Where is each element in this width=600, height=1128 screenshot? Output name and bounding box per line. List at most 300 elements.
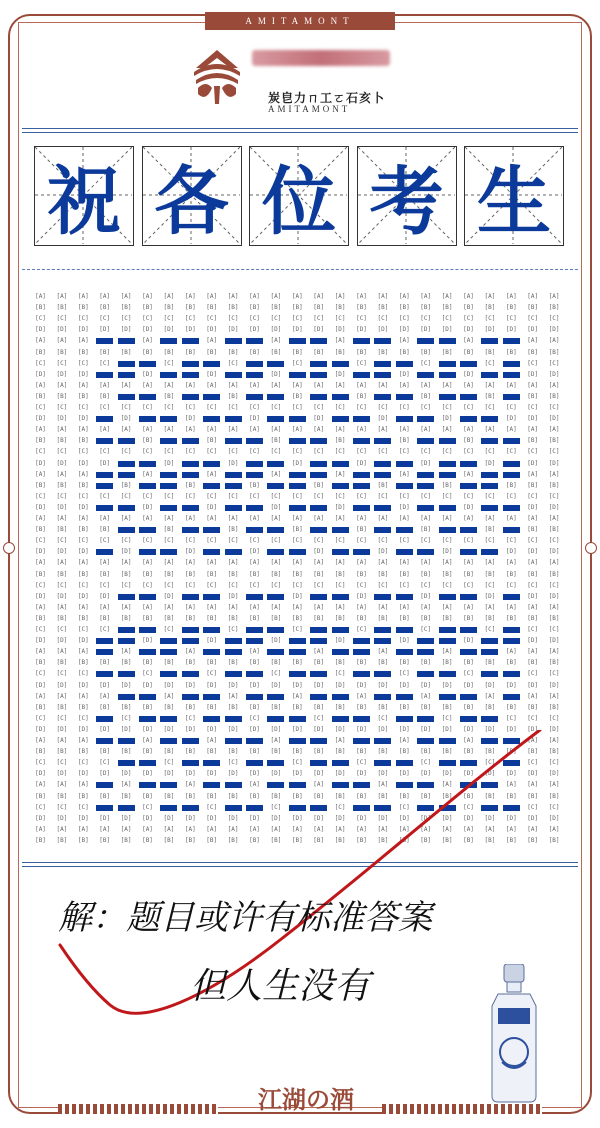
answer-bubble: [A] [313, 293, 325, 300]
answer-bubble: [A] [527, 781, 539, 789]
answer-bubble: [B] [291, 392, 303, 400]
answer-bubble: [C] [249, 537, 260, 545]
answer-bubble: [B] [35, 703, 46, 711]
answer-bubble: [A] [227, 559, 239, 567]
answer-bubble: [C] [398, 670, 410, 678]
answer-bubble: [B] [249, 792, 260, 800]
answer-bubble [118, 472, 135, 478]
answer-bubble [139, 627, 156, 633]
answer-bubble: [C] [484, 492, 496, 500]
answer-bubble: [A] [142, 603, 153, 611]
answer-bubble: [A] [56, 648, 68, 656]
answer-bubble [225, 671, 242, 677]
answer-bubble: [D] [206, 637, 218, 645]
answer-bubble [396, 361, 413, 367]
answer-bubble: [D] [77, 370, 89, 378]
answer-bubble: [C] [120, 537, 132, 545]
answer-bubble: [B] [484, 614, 496, 622]
answer-bubble: [B] [356, 304, 367, 312]
answer-bubble: [C] [398, 315, 410, 323]
answer-bubble: [C] [356, 404, 367, 411]
answer-bubble: [B] [120, 348, 132, 356]
answer-bubble [417, 549, 434, 555]
answer-bubble: [D] [291, 770, 303, 778]
answer-bubble: [C] [527, 359, 539, 367]
answer-bubble: [D] [120, 725, 132, 733]
answer-bubble: [C] [120, 714, 132, 722]
answer-bubble: [B] [227, 748, 239, 756]
answer-bubble: [D] [56, 503, 68, 511]
answer-bubble: [C] [227, 759, 239, 767]
answer-bubble [225, 338, 242, 344]
answer-bubble: [D] [484, 770, 496, 778]
answer-bubble [310, 394, 327, 400]
answer-bubble: [A] [420, 426, 432, 434]
answer-bubble: [B] [120, 304, 132, 312]
answer-bubble [503, 361, 520, 367]
answer-bubble: [C] [548, 626, 560, 633]
answer-bubble: [A] [527, 381, 539, 389]
answer-bubble: [B] [463, 748, 474, 756]
answer-bubble [396, 694, 413, 700]
answer-bubble: [D] [270, 503, 282, 511]
answer-bubble: [C] [291, 492, 303, 500]
answer-bubble: [A] [120, 559, 132, 567]
answer-bubble: [A] [548, 515, 560, 522]
answer-bubble [139, 549, 156, 555]
answer-bubble: [B] [35, 304, 46, 312]
answer-bubble: [C] [99, 448, 111, 456]
answer-bubble: [A] [99, 692, 111, 700]
answer-bubble: [D] [420, 814, 432, 822]
answer-bubble [246, 671, 263, 677]
answer-bubble: [B] [56, 748, 68, 756]
answer-bubble: [A] [77, 737, 89, 744]
answer-bubble: [C] [291, 759, 303, 767]
answer-bubble: [B] [420, 836, 432, 844]
answer-bubble: [A] [484, 515, 496, 522]
answer-bubble: [D] [505, 725, 517, 733]
answer-bubble: [A] [420, 559, 432, 567]
answer-bubble [460, 649, 477, 655]
answer-bubble: [C] [206, 670, 218, 678]
answer-bubble: [B] [227, 570, 239, 578]
answer-bubble [160, 671, 177, 677]
answer-bubble: [A] [420, 603, 432, 611]
answer-bubble [139, 361, 156, 367]
answer-bubble: [A] [291, 559, 303, 567]
answer-bubble: [C] [505, 492, 517, 500]
answer-bubble: [C] [77, 315, 89, 323]
answer-bubble [267, 527, 284, 533]
answer-bubble: [C] [99, 315, 111, 323]
answer-bubble [503, 438, 520, 444]
answer-bubble [439, 627, 456, 633]
answer-bubble: [A] [420, 515, 432, 522]
answer-bubble: [A] [163, 692, 175, 700]
answer-bubble: [A] [398, 337, 410, 345]
answer-bubble: [C] [527, 448, 539, 456]
answer-bubble: [B] [377, 481, 389, 489]
answer-bubble: [D] [206, 725, 218, 733]
answer-bubble: [B] [398, 570, 410, 578]
answer-bubble: [D] [56, 415, 68, 423]
answer-bubble [310, 671, 327, 677]
answer-bubble [139, 416, 156, 422]
answer-bubble [503, 627, 520, 633]
answer-bubble: [A] [313, 648, 325, 656]
answer-bubble: [D] [463, 637, 474, 645]
answer-bubble: [D] [56, 459, 68, 467]
answer-bubble: [B] [441, 348, 453, 356]
answer-bubble: [B] [77, 481, 89, 489]
answer-bubble: [C] [334, 404, 346, 411]
answer-bubble: [A] [334, 737, 346, 744]
answer-bubble [503, 671, 520, 677]
answer-bubble: [C] [99, 537, 111, 545]
answer-bubble: [A] [184, 825, 196, 833]
answer-bubble: [D] [270, 681, 282, 689]
answer-bubble: [B] [270, 748, 282, 756]
answer-bubble: [B] [548, 481, 560, 489]
answer-bubble [503, 338, 520, 344]
answer-bubble [374, 527, 391, 533]
answer-bubble: [B] [313, 703, 325, 711]
answer-bubble: [D] [35, 814, 46, 822]
answer-bubble: [B] [184, 570, 196, 578]
answer-bubble: [A] [270, 337, 282, 345]
answer-bubble: [A] [227, 381, 239, 389]
answer-bubble: [C] [35, 803, 46, 811]
answer-bubble: [A] [356, 515, 367, 522]
answer-bubble: [C] [484, 448, 496, 456]
answer-bubble: [B] [142, 792, 153, 800]
answer-bubble [203, 716, 220, 722]
answer-bubble: [D] [548, 681, 560, 689]
answer-bubble: [B] [56, 304, 68, 312]
answer-bubble: [B] [548, 348, 560, 356]
answer-bubble [396, 627, 413, 633]
answer-bubble: [C] [527, 404, 539, 411]
answer-bubble: [A] [249, 781, 260, 789]
answer-bubble: [B] [270, 304, 282, 312]
title-char: 各 [154, 159, 229, 245]
answer-bubble: [A] [334, 426, 346, 434]
answer-bubble: [D] [206, 503, 218, 511]
answer-bubble: [A] [527, 559, 539, 567]
answer-bubble: [A] [35, 825, 46, 833]
answer-bubble [118, 372, 135, 378]
answer-bubble: [C] [227, 581, 239, 589]
answer-bubble: [C] [548, 315, 560, 323]
answer-bubble: [C] [441, 492, 453, 500]
answer-bubble: [D] [398, 681, 410, 689]
answer-bubble [310, 361, 327, 367]
answer-bubble: [D] [142, 637, 153, 645]
answer-bubble [182, 694, 199, 700]
answer-bubble: [A] [548, 825, 560, 833]
answer-bubble: [D] [548, 459, 560, 467]
answer-bubble: [C] [463, 581, 474, 589]
answer-bubble: [D] [548, 814, 560, 822]
answer-bubble: [C] [99, 404, 111, 411]
answer-bubble: [B] [77, 748, 89, 756]
answer-bubble: [B] [505, 836, 517, 844]
answer-bubble [203, 549, 220, 555]
answer-bubble [332, 649, 349, 655]
answer-bubble: [A] [163, 825, 175, 833]
answer-bubble: [A] [142, 293, 153, 300]
answer-bubble [417, 505, 434, 511]
answer-bubble: [C] [35, 404, 46, 411]
answer-bubble [503, 461, 520, 467]
answer-bubble: [C] [163, 404, 175, 411]
answer-bubble [118, 361, 135, 367]
answer-bubble: [A] [527, 337, 539, 345]
answer-bubble: [B] [420, 659, 432, 667]
answer-bubble: [C] [120, 492, 132, 500]
answer-bubble: [C] [484, 759, 496, 767]
answer-bubble: [B] [56, 570, 68, 578]
answer-bubble: [C] [313, 537, 325, 545]
answer-bubble [396, 416, 413, 422]
answer-bubble: [B] [77, 792, 89, 800]
answer-bubble: [A] [356, 825, 367, 833]
answer-bubble: [A] [548, 781, 560, 789]
answer-bubble: [D] [356, 592, 367, 600]
answer-bubble [310, 338, 327, 344]
answer-bubble: [C] [35, 448, 46, 456]
answer-bubble: [A] [441, 559, 453, 567]
answer-bubble: [B] [463, 792, 474, 800]
answer-bubble: [B] [420, 614, 432, 622]
answer-bubble: [B] [120, 570, 132, 578]
answer-bubble: [C] [77, 670, 89, 678]
answer-bubble: [A] [548, 737, 560, 744]
answer-bubble [267, 361, 284, 367]
answer-bubble: [C] [249, 315, 260, 323]
answer-bubble: [C] [420, 492, 432, 500]
answer-bubble: [D] [249, 814, 260, 822]
answer-bubble [332, 361, 349, 367]
answer-bubble: [D] [356, 326, 367, 334]
answer-bubble: [B] [77, 570, 89, 578]
answer-bubble: [A] [377, 825, 389, 833]
answer-bubble [246, 438, 263, 444]
answer-bubble [396, 483, 413, 489]
answer-bubble: [B] [99, 748, 111, 756]
answer-bubble: [B] [77, 437, 89, 445]
answer-bubble: [C] [420, 404, 432, 411]
answer-bubble [310, 461, 327, 467]
answer-bubble [225, 372, 242, 378]
answer-bubble: [D] [420, 681, 432, 689]
answer-bubble: [C] [313, 714, 325, 722]
answer-bubble: [D] [505, 326, 517, 334]
answer-bubble: [B] [463, 703, 474, 711]
divider-line [22, 128, 578, 129]
answer-bubble: [D] [527, 814, 539, 822]
answer-bubble: [D] [527, 637, 539, 645]
answer-bubble [225, 416, 242, 422]
title-cell-2 [142, 146, 242, 246]
answer-bubble: [A] [420, 692, 432, 700]
answer-bubble: [D] [206, 370, 218, 378]
answer-bubble: [A] [270, 515, 282, 522]
answer-bubble: [B] [527, 570, 539, 578]
answer-bubble: [A] [441, 426, 453, 434]
answer-bubble: [C] [334, 537, 346, 545]
answer-bubble [118, 438, 135, 444]
answer-bubble: [D] [420, 326, 432, 334]
answer-bubble [417, 472, 434, 478]
answer-bubble [289, 338, 306, 344]
answer-bubble [417, 716, 434, 722]
answer-bubble: [D] [377, 814, 389, 822]
answer-bubble: [C] [77, 626, 89, 633]
answer-bubble [481, 649, 498, 655]
answer-bubble: [C] [99, 581, 111, 589]
answer-bubble: [A] [99, 426, 111, 434]
answer-bubble: [B] [77, 614, 89, 622]
answer-bubble: [B] [377, 792, 389, 800]
answer-bubble: [B] [56, 392, 68, 400]
answer-bubble: [D] [56, 681, 68, 689]
answer-bubble: [A] [548, 293, 560, 300]
answer-bubble: [C] [398, 448, 410, 456]
answer-bubble: [B] [441, 792, 453, 800]
answer-bubble: [D] [163, 681, 175, 689]
answer-bubble [353, 483, 370, 489]
footer-logo: 江湖の酒 [258, 1085, 354, 1114]
answer-bubble: [A] [163, 426, 175, 434]
answer-bubble: [D] [398, 370, 410, 378]
answer-bubble: [C] [163, 448, 175, 456]
answer-bubble [481, 505, 498, 511]
answer-bubble: [A] [56, 293, 68, 300]
answer-bubble: [B] [249, 703, 260, 711]
answer-bubble: [D] [377, 681, 389, 689]
answer-bubble: [A] [142, 825, 153, 833]
answer-bubble [225, 638, 242, 644]
answer-bubble: [B] [441, 570, 453, 578]
answer-bubble: [C] [313, 404, 325, 411]
answer-bubble [225, 472, 242, 478]
brand-en-label: AMITAMONT [268, 104, 351, 114]
answer-bubble: [B] [463, 437, 474, 445]
answer-bubble: [D] [142, 370, 153, 378]
answer-bubble: [C] [548, 404, 560, 411]
answer-bubble: [B] [142, 614, 153, 622]
answer-bubble: [B] [120, 659, 132, 667]
answer-bubble: [D] [163, 459, 175, 467]
answer-bubble: [D] [377, 770, 389, 778]
answer-bubble: [C] [35, 359, 46, 367]
answer-bubble [182, 638, 199, 644]
answer-bubble: [B] [99, 703, 111, 711]
answer-bubble: [C] [184, 448, 196, 456]
answer-bubble: [B] [527, 392, 539, 400]
answer-bubble: [B] [142, 437, 153, 445]
title-cell-1 [34, 146, 134, 246]
answer-bubble: [C] [227, 626, 239, 633]
answer-bubble: [B] [206, 614, 218, 622]
answer-bubble: [C] [56, 537, 68, 545]
answer-bubble: [A] [227, 825, 239, 833]
answer-bubble: [A] [227, 426, 239, 434]
answer-bubble: [A] [77, 381, 89, 389]
answer-bubble: [A] [441, 293, 453, 300]
answer-bubble: [B] [163, 304, 175, 312]
answer-bubble: [B] [548, 614, 560, 622]
answer-bubble [118, 594, 135, 600]
answer-bubble: [B] [120, 748, 132, 756]
answer-bubble [353, 438, 370, 444]
answer-bubble: [C] [163, 359, 175, 367]
answer-bubble [203, 627, 220, 633]
answer-bubble: [B] [463, 659, 474, 667]
answer-bubble: [C] [313, 581, 325, 589]
answer-bubble: [C] [163, 626, 175, 633]
answer-bubble: [B] [398, 703, 410, 711]
answer-bubble: [B] [527, 659, 539, 667]
answer-bubble [310, 638, 327, 644]
footer-pattern-left [58, 1104, 218, 1114]
answer-bubble: [C] [441, 537, 453, 545]
answer-bubble: [A] [527, 426, 539, 434]
handwritten-line-2: 但人生没有 [190, 966, 371, 1007]
answer-bubble: [C] [163, 315, 175, 323]
answer-bubble [246, 694, 263, 700]
answer-bubble: [C] [206, 404, 218, 411]
answer-bubble [246, 638, 263, 644]
answer-bubble: [B] [334, 792, 346, 800]
answer-bubble: [C] [548, 759, 560, 767]
answer-bubble [353, 472, 370, 478]
answer-bubble: [D] [548, 415, 560, 423]
answer-bubble: [D] [184, 548, 196, 556]
answer-bubble: [B] [35, 570, 46, 578]
answer-bubble [353, 416, 370, 422]
answer-bubble: [A] [77, 426, 89, 434]
answer-bubble [460, 549, 477, 555]
answer-bubble: [D] [249, 415, 260, 423]
answer-bubble: [B] [441, 304, 453, 312]
answer-bubble: [D] [548, 637, 560, 645]
answer-bubble: [A] [334, 559, 346, 567]
answer-bubble [289, 638, 306, 644]
answer-bubble: [D] [441, 770, 453, 778]
answer-bubble: [B] [206, 437, 218, 445]
answer-bubble: [A] [398, 381, 410, 389]
answer-bubble: [A] [377, 381, 389, 389]
answer-bubble [353, 505, 370, 511]
answer-bubble: [B] [291, 614, 303, 622]
answer-bubble: [D] [484, 326, 496, 334]
answer-bubble: [B] [77, 392, 89, 400]
answer-bubble [96, 483, 113, 489]
answer-bubble [289, 649, 306, 655]
answer-bubble: [A] [142, 559, 153, 567]
answer-bubble: [A] [163, 559, 175, 567]
answer-bubble: [D] [420, 770, 432, 778]
answer-bubble: [A] [420, 381, 432, 389]
answer-bubble: [B] [441, 659, 453, 667]
answer-bubble: [D] [398, 637, 410, 645]
answer-bubble: [C] [463, 315, 474, 323]
answer-bubble: [A] [291, 515, 303, 522]
answer-bubble: [A] [291, 603, 303, 611]
